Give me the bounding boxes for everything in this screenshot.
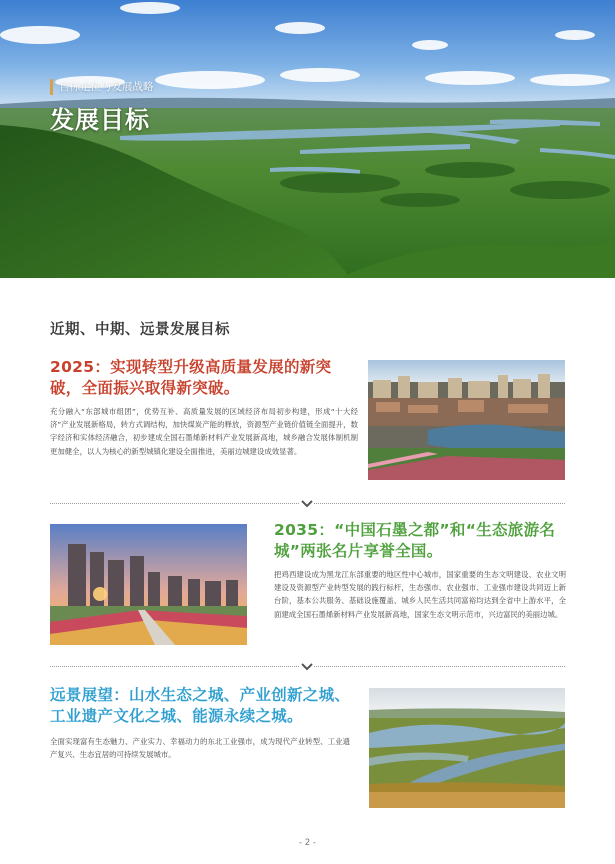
chevron-down-icon	[300, 663, 314, 671]
goal-2035-body: 把鸡西建设成为黑龙江东部重要的地区性中心城市，国家重要的生态文明建设、农业文明建设及资源型产业转型发展的践行标杆，生态强市、农业强市、工业强市建设共同迈上新台阶，基本公共服务、基础设施覆盖、城乡人民生活共同富裕均达到全省中上游水平，全面建成全国石墨烯新材料产业发展新高地，国家生态文明示范市，兴边富民的美丽边城。	[274, 570, 566, 619]
hero-banner	[0, 0, 615, 278]
goal-2035-title: 2035：“中国石墨之都”和“生态旅游名城”两张名片享誉全国。	[274, 521, 556, 560]
wetland-river-aerial-photo	[369, 688, 565, 808]
section-kicker: 目标定位与发展战略	[50, 79, 154, 95]
page-title: 发展目标	[50, 106, 150, 134]
city-sunset-flower-square-photo	[50, 524, 247, 645]
section-heading: 近期、中期、远景发展目标	[50, 322, 230, 338]
chevron-down-icon	[300, 500, 314, 508]
page-number: - 2 -	[299, 838, 316, 848]
goal-2025-body: 充分融入“东部城市组团”，优势互补、高质量发展的区域经济布局初步构建，形成“十大经济”产业发展新格局，转方式调结构，加快煤炭产能的释放，资源型产业链价值链全面提升，数字经济和实体经济融合，初步建成全国石墨烯新材料产业发展新高地，城乡融合发展体制机制更加健全，以人为核心的新型城镇化建设全面推进，美丽边城建设成效显著。	[50, 407, 358, 456]
goal-vision-title: 远景展望：山水生态之城、产业创新之城、工业遗产文化之城、能源永续之城。	[50, 686, 351, 725]
goal-vision-body: 全面实现富有生态魅力、产业实力、幸福动力的东北工业强市，成为现代产业转型、工业遗产复兴、生态宜居的可持续发展城市。	[50, 737, 350, 760]
goal-2025-title: 2025：实现转型升级高质量发展的新突破，全面振兴取得新突破。	[50, 358, 332, 397]
wetland-landscape-photo	[0, 0, 615, 278]
city-river-aerial-photo	[368, 360, 565, 480]
